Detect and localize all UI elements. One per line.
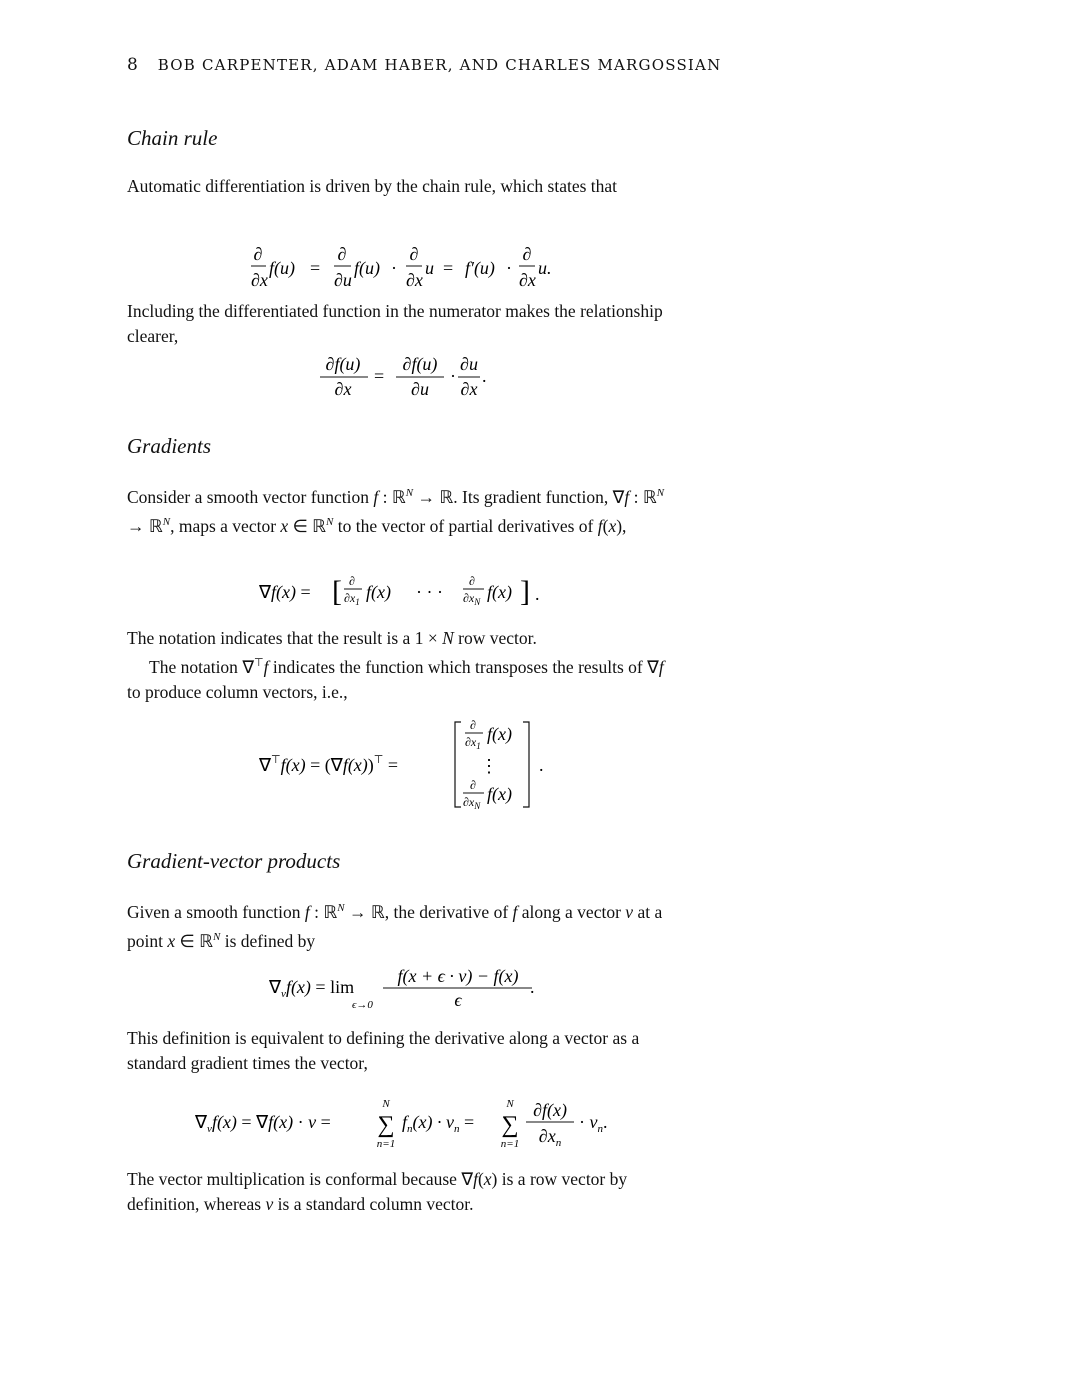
section-title-gradient-vector-products: Gradient-vector products — [127, 849, 341, 873]
svg-text:∇vf(x) = ∇f(x) · v =: $\nabla_vf(x) = \nabla f(x) \cdot v$ = — [195, 1112, 331, 1135]
svg-text:∂: ∂ — [253, 244, 263, 264]
svg-text:.: . — [539, 755, 544, 775]
svg-text:∇f(x) =: ∇f(x) = — [259, 582, 311, 602]
svg-text:∂x: ∂x — [406, 270, 423, 290]
svg-text:N: N — [506, 1098, 514, 1110]
gradients-paragraph-1: Consider a smooth vector function f : ℝ$^N$ → ℝ. Its gradient function, ∇f : ℝ$^N$ → ℝ$^N$, maps a vector x ∈ ℝ$^N$ to the vector of partial derivatives of f(x), — [127, 486, 665, 536]
gvp-paragraph-2: This definition is equivalent to defining the derivative along a vector as a standard gradient times the vector, — [127, 1028, 640, 1073]
svg-text:f(u): f(u) — [269, 258, 295, 278]
svg-text:∂f(x): ∂f(x) — [533, 1100, 567, 1120]
svg-text:f′(u): f′(u) — [465, 258, 495, 278]
svg-text:u: u — [425, 258, 434, 278]
chain-rule-paragraph-1: Automatic differentiation is driven by the chain rule, which states that — [127, 176, 618, 196]
svg-text:· · ·: · · · — [416, 582, 443, 602]
svg-text:∂: ∂ — [409, 244, 419, 264]
svg-text:∂xn: $\partial x_n$ — [538, 1126, 562, 1149]
svg-text:.: . — [535, 584, 540, 604]
svg-text:f(u): f(u) — [354, 258, 380, 278]
gradients-paragraph-2: The notation indicates that the result is a 1 × N row vector. — [127, 628, 537, 648]
svg-text:.: . — [530, 977, 535, 997]
svg-text:∂: ∂ — [337, 244, 347, 264]
svg-text:·: · — [450, 366, 456, 386]
svg-text:.: . — [482, 366, 487, 386]
svg-text:∂x: ∂x — [251, 270, 268, 290]
gradient-row-vector-equation — [256, 570, 556, 614]
svg-text:[: [ — [332, 575, 342, 608]
gradient-vector-product-equation — [192, 1094, 622, 1154]
gvp-paragraph-1: Given a smooth function f : ℝ$^N$ → ℝ, the derivative of f along a vector v at a point x ∈ ℝ$^N$ is defined by — [127, 901, 663, 951]
svg-text:∂xN: $\partial x_N$ — [463, 795, 481, 811]
chain-rule-fraction-equation — [316, 350, 506, 402]
chain-rule-paragraph-2: Including the differentiated function in the numerator makes the relationship clearer, — [127, 301, 663, 346]
svg-text:∂: ∂ — [349, 574, 355, 588]
svg-text:·: · — [391, 258, 397, 278]
svg-text:∂x: ∂x — [334, 379, 352, 399]
section-title-chain-rule: Chain rule — [127, 126, 218, 150]
running-header — [127, 55, 721, 75]
svg-text:=: = — [374, 366, 385, 386]
svg-text:∂: ∂ — [469, 574, 475, 588]
svg-text:∑: ∑ — [501, 1112, 519, 1138]
svg-text:∂f(u): ∂f(u) — [325, 354, 361, 374]
svg-text:∂: ∂ — [470, 778, 476, 792]
gradient-column-vector-equation — [256, 716, 556, 816]
page-number: 8 — [127, 55, 138, 75]
svg-text:∂f(u): ∂f(u) — [402, 354, 438, 374]
svg-text:∇vf(x) = lim: $\nabla_vf(x) = \lim$ — [269, 977, 355, 1000]
svg-text:f(x): f(x) — [487, 784, 512, 804]
svg-text:·: · — [506, 258, 512, 278]
author-line: BOB CARPENTER, ADAM HABER, AND CHARLES MARGOSSIAN — [157, 56, 722, 74]
svg-text:u.: u. — [538, 258, 552, 278]
svg-text:∂: ∂ — [522, 244, 532, 264]
svg-text:∂u: ∂u — [460, 354, 478, 374]
svg-text:∂x1: $\partial x_1$ — [344, 591, 360, 607]
svg-text:=: = — [310, 258, 321, 278]
chain-rule-equation — [248, 242, 568, 294]
svg-text:f(x): f(x) — [366, 582, 391, 602]
directional-derivative-definition — [266, 962, 546, 1012]
svg-text:∑: ∑ — [377, 1112, 395, 1138]
svg-text:∂u: ∂u — [334, 270, 352, 290]
svg-text:· vn.: · $v_n$. — [579, 1112, 608, 1135]
svg-text:]: ] — [520, 575, 530, 608]
gvp-paragraph-3: The vector multiplication is conformal because ∇f(x) is a row vector by definition, whereas v is a standard column vector. — [127, 1169, 628, 1214]
svg-text:n=1: n=1 — [376, 1138, 396, 1150]
svg-text:f(x): f(x) — [487, 724, 512, 744]
svg-text:N: N — [382, 1098, 390, 1110]
svg-text:∂xN: $\partial x_N$ — [463, 591, 481, 607]
svg-text:=: = — [443, 258, 454, 278]
svg-text:∂u: ∂u — [411, 379, 429, 399]
svg-text:ϵ: ϵ — [454, 990, 462, 1010]
svg-text:ϵ→0: ϵ→0 — [352, 999, 373, 1011]
svg-text:⋮: ⋮ — [480, 756, 498, 776]
gradients-paragraph-3: The notation ∇⊤f indicates the function which transposes the results of ∇f to produce column vectors, i.e., — [127, 656, 664, 702]
svg-text:f(x + ϵ · v) − f(x): f(x + ϵ · v) − f(x) — [397, 966, 519, 986]
svg-text:fn(x) · vn =: $f_n(x) \cdot v_n$ = — [402, 1112, 475, 1135]
svg-text:∂x1: $\partial x_1$ — [465, 735, 481, 751]
svg-text:∂x: ∂x — [519, 270, 536, 290]
svg-text:f(x): f(x) — [487, 582, 512, 602]
svg-text:∇⊤f(x) = (∇f(x))⊤ =: ∇⊤f(x) = (∇f(x))⊤ = — [259, 754, 399, 775]
svg-text:∂x: ∂x — [460, 379, 478, 399]
section-title-gradients: Gradients — [127, 434, 211, 458]
svg-text:n=1: n=1 — [500, 1138, 520, 1150]
svg-text:∂: ∂ — [470, 718, 476, 732]
